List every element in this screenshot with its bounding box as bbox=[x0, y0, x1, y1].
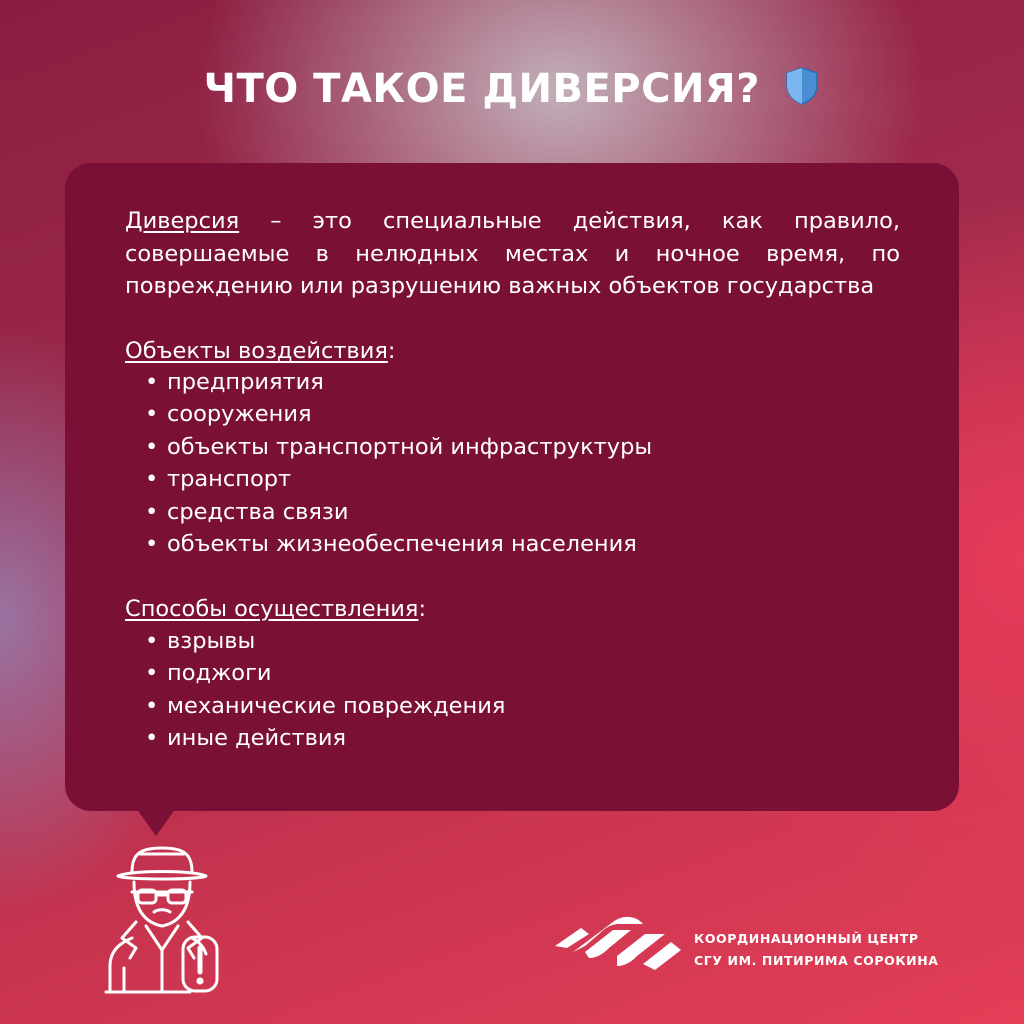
list-item-text: транспорт bbox=[167, 466, 292, 493]
page-title-text: ЧТО ТАКОЕ ДИВЕРСИЯ? bbox=[203, 66, 760, 112]
definition-term: Диверсия bbox=[125, 208, 240, 234]
bullet: • bbox=[145, 725, 159, 752]
methods-heading bbox=[125, 596, 426, 622]
list-item bbox=[145, 528, 652, 560]
list-item bbox=[145, 690, 505, 722]
list-item-text: сооружения bbox=[167, 401, 312, 428]
definition-text: – это специальные действия, как правило, совершаемые в нелюдных местах и ночное время, по повреждению или разрушению важных объектов государства bbox=[125, 208, 900, 299]
list-item bbox=[145, 496, 652, 528]
bullet: • bbox=[145, 433, 159, 460]
organization-name-line1: КООРДИНАЦИОННЫЙ ЦЕНТР bbox=[694, 931, 919, 946]
organization-name-line2: СГУ ИМ. ПИТИРИМА СОРОКИНА bbox=[694, 953, 939, 968]
list-item-text: механические повреждения bbox=[167, 692, 506, 719]
list-item-text: взрывы bbox=[167, 628, 256, 654]
targets-heading bbox=[125, 338, 395, 364]
spy-icon bbox=[100, 840, 230, 1004]
targets-heading-colon: : bbox=[387, 338, 396, 364]
list-item bbox=[145, 463, 652, 495]
bullet: • bbox=[145, 530, 159, 557]
speech-bubble-tail bbox=[136, 808, 176, 836]
bullet: • bbox=[145, 466, 159, 493]
list-item bbox=[145, 398, 652, 430]
bullet: • bbox=[145, 369, 159, 395]
list-item bbox=[145, 366, 652, 398]
list-item-text: поджоги bbox=[167, 660, 272, 687]
list-item-text: средства связи bbox=[167, 498, 349, 525]
list-item bbox=[145, 657, 505, 689]
page-title bbox=[0, 66, 1024, 116]
bullet: • bbox=[145, 660, 159, 687]
list-item-text: объекты транспортной инфраструктуры bbox=[167, 433, 653, 460]
bullet: • bbox=[145, 628, 159, 654]
methods-heading-text: Способы осуществления bbox=[125, 596, 419, 622]
list-item bbox=[145, 431, 652, 463]
organization-name bbox=[694, 928, 939, 972]
list-item-text: иные действия bbox=[167, 725, 347, 752]
list-item-text: предприятия bbox=[167, 369, 324, 395]
list-item-text: объекты жизнеобеспечения населения bbox=[167, 530, 637, 557]
list-item bbox=[145, 722, 505, 754]
methods-heading-colon: : bbox=[418, 596, 427, 622]
methods-list bbox=[145, 625, 505, 755]
organization-logo bbox=[553, 912, 683, 986]
definition-paragraph bbox=[125, 205, 900, 303]
bullet: • bbox=[145, 692, 159, 719]
bullet: • bbox=[145, 498, 159, 525]
bullet: • bbox=[145, 401, 159, 428]
list-item bbox=[145, 625, 505, 657]
targets-list bbox=[145, 366, 652, 560]
exclamation-icon bbox=[180, 934, 220, 994]
shield-icon bbox=[784, 66, 820, 116]
targets-heading-text: Объекты воздействия bbox=[125, 338, 388, 364]
